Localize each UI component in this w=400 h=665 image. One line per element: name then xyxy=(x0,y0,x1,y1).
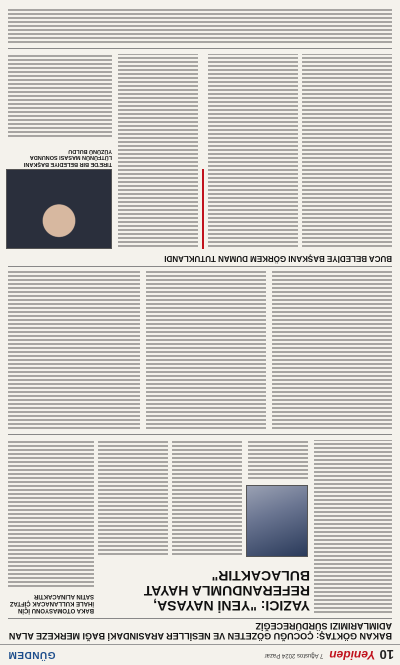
page-header xyxy=(0,644,400,665)
article-column-right xyxy=(8,439,94,589)
lower-headline: BUCA BELEDİYE BAŞKANI GÖRKEM DUMAN TUTUKLANDI xyxy=(164,254,392,263)
newspaper-logo: Yeniden xyxy=(329,648,376,662)
article-column-mid-right xyxy=(8,271,140,431)
quote-accent-bar xyxy=(202,169,204,249)
news-photo xyxy=(6,169,112,249)
page-number: 10 xyxy=(379,647,394,663)
article-column-lower-3 xyxy=(118,54,198,249)
divider xyxy=(8,266,392,267)
sidebar-article xyxy=(8,54,112,139)
section-title: GÜNDEM xyxy=(8,649,56,661)
article-column-lower-2 xyxy=(208,54,298,249)
divider xyxy=(8,434,392,435)
article-column-mid-center xyxy=(146,271,266,431)
sidebar-headline: TIRE'DE BIR BELEDIYE BAŞKANI LÜTFÜNÜN MASASI SONUNDA YÜZÜNÜ BULDU xyxy=(23,148,112,167)
footer-article xyxy=(8,7,392,45)
top-headline: BAKAN GÖKTAŞ: ÇOCUĞU GÖZETEN VE NESİLLER ARASINDAKİ BAĞI MERKEZE ALAN ADIMLARIMIZI SÜRDÜRECEĞİZ xyxy=(8,621,392,641)
article-column-lower-1 xyxy=(302,54,392,249)
divider xyxy=(8,618,392,619)
article-column-mid-left xyxy=(272,271,392,431)
article-column-center-right xyxy=(98,439,168,557)
portrait-photo xyxy=(246,485,308,557)
main-headline: YAZICI: "YENİ NAYASA, REFERANDUMLA HAYAT BULACAKTIR" xyxy=(143,568,310,614)
issue-date: 7 Ağustos 2024 Pazar xyxy=(264,652,324,658)
article-column-center xyxy=(172,439,242,557)
article-column-left xyxy=(314,440,392,615)
divider xyxy=(8,48,392,49)
side-block-title: BAKA OTOMASYONU İÇİN İHALE KULLANACAK ÇİFTAZ SATIN ALINACAKTIR xyxy=(9,593,94,613)
photo-caption xyxy=(248,439,308,481)
